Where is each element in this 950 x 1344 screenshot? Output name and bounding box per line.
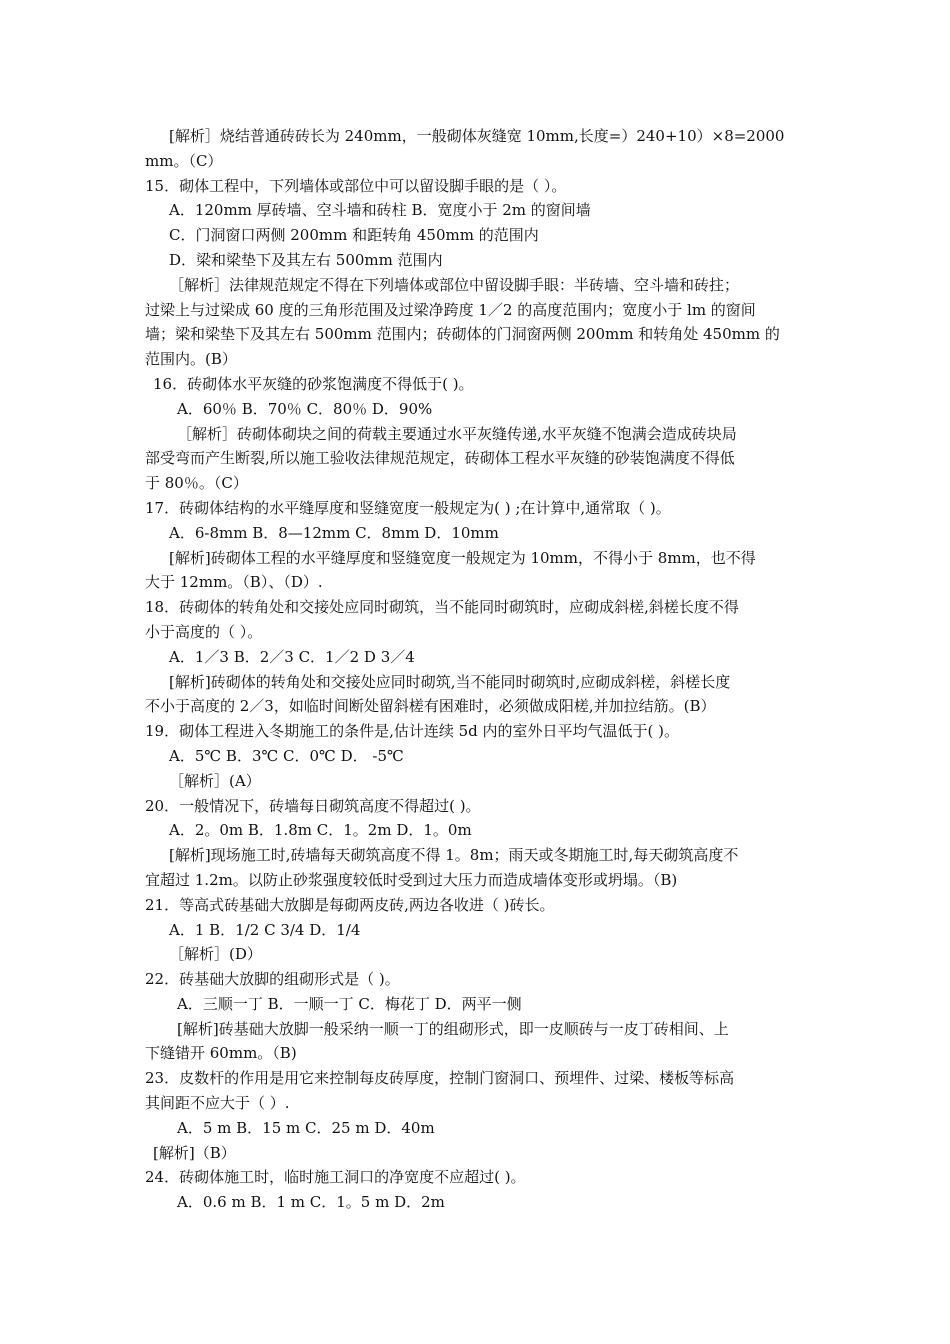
option-line: A．2。0m B．1.8m C．1。2m D．1。0m bbox=[169, 821, 472, 840]
analysis-line: ［解析］(A） bbox=[169, 771, 261, 790]
option-line: C．门洞窗口两侧 200mm 和距转角 450mm 的范围内 bbox=[169, 226, 539, 245]
analysis-line: 于 80％。（C） bbox=[145, 474, 248, 493]
option-line: A．1 B．1/2 C 3/4 D．1/4 bbox=[169, 920, 361, 939]
question-line: 16．砖砌体水平灰缝的砂浆饱满度不得低于( )。 bbox=[153, 374, 474, 393]
question-line: 19．砌体工程进入冬期施工的条件是,估计连续 5d 内的室外日平均气温低于( )。 bbox=[145, 722, 680, 741]
option-line: A．1／3 B．2／3 C．1／2 D 3／4 bbox=[169, 647, 415, 666]
analysis-line: ［解析］法律规范规定不得在下列墙体或部位中留设脚手眼：半砖墙、空斗墙和砖拄； bbox=[169, 275, 740, 294]
analysis-line: 大于 12mm。（B）、（D）. bbox=[145, 573, 323, 592]
option-line: A．120mm 厚砖墙、空斗墙和砖柱 B．宽度小于 2m 的窗间墙 bbox=[169, 201, 591, 220]
question-line: 其间距不应大于（ ）. bbox=[145, 1094, 290, 1113]
question-line: 20．一般情况下，砖墙每日砌筑高度不得超过( )。 bbox=[145, 796, 481, 815]
option-line: A．0.6 m B．1 m C．1。5 m D．2m bbox=[177, 1193, 445, 1212]
analysis-line: ［解析］砖砌体砌块之间的荷载主要通过水平灰缝传递,水平灰缝不饱满会造成砖块局 bbox=[177, 424, 737, 443]
question-line: 15．砌体工程中，下列墙体或部位中可以留设脚手眼的是（ ）。 bbox=[145, 176, 567, 195]
option-line: A．6-8mm B．8—12mm C．8mm D．10mm bbox=[169, 523, 499, 542]
analysis-line: [解析]现场施工时,砖墙每天砌筑高度不得 1。8m；雨天或冬期施工时,每天砌筑高度不 bbox=[169, 846, 739, 865]
analysis-line: 部受弯而产生断裂,所以施工验收法律规范规定，砖砌体工程水平灰缝的砂装饱满度不得低 bbox=[145, 449, 735, 468]
question-line: 小于高度的（ ）。 bbox=[145, 622, 263, 641]
text-line: [解析］烧结普通砖砖长为 240mm，一般砌体灰缝宽 10mm,长度=）240+10）×8=2000 bbox=[169, 127, 785, 145]
option-line: A．三顺一丁 B．一顺一丁 C．梅花丁 D．两平一侧 bbox=[177, 994, 522, 1013]
analysis-line: 不小于高度的 2／3，如临时间断处留斜槎有困难时，必须做成阳槎,并加拉结筋。(B） bbox=[145, 697, 716, 716]
analysis-line: 过梁上与过梁成 60 度的三角形范围及过梁净跨度 1／2 的高度范围内；宽度小于 lm 的窗间 bbox=[145, 300, 756, 319]
analysis-line: [解析]砖基础大放脚一般采纳一顺一丁的组砌形式，即一皮顺砖与一皮丁砖相间、上 bbox=[177, 1019, 729, 1038]
analysis-line: [解析]砖砌体的转角处和交接处应同时砌筑,当不能同时砌筑时,应砌成斜槎，斜槎长度 bbox=[169, 672, 731, 691]
analysis-line: 墙；梁和梁垫下及其左右 500mm 范围内；砖砌体的门洞窗两侧 200mm 和转角处 450mm 的 bbox=[145, 325, 780, 344]
analysis-line: [解析]（B） bbox=[153, 1143, 236, 1162]
question-line: 22．砖基础大放脚的组砌形式是（ )。 bbox=[145, 970, 400, 989]
analysis-line: [解析]砖砌体工程的水平缝厚度和竖缝宽度一般规定为 10mm，不得小于 8mm，也不得 bbox=[169, 548, 756, 567]
question-line: 23．皮数杆的作用是用它来控制每皮砖厚度，控制门窗洞口、预埋件、过梁、楼板等标高 bbox=[145, 1069, 735, 1088]
option-line: A．5℃ B．3℃ C．0℃ D． -5℃ bbox=[169, 746, 404, 765]
question-line: 21．等高式砖基础大放脚是每砌两皮砖,两边各收进（ )砖长。 bbox=[145, 895, 555, 914]
analysis-line: ［解析］(D） bbox=[169, 945, 262, 964]
question-line: 17．砖砌体结构的水平缝厚度和竖缝宽度一般规定为( ) ;在计算中,通常取（ )。 bbox=[145, 498, 671, 517]
text-line: mm。（C） bbox=[145, 151, 223, 170]
question-line: 18．砖砌体的转角处和交接处应同时砌筑，当不能同时砌筑时，应砌成斜槎,斜槎长度不得 bbox=[145, 598, 739, 617]
question-line: 24．砖砌体施工时，临时施工洞口的净宽度不应超过( )。 bbox=[145, 1168, 526, 1187]
analysis-line: 宜超过 1.2m。以防止砂浆强度较低时受到过大压力而造成墙体变形或坍塌。（B) bbox=[145, 870, 678, 889]
document-body bbox=[145, 124, 809, 1215]
option-line: A．5 m B．15 m C．25 m D．40m bbox=[177, 1118, 435, 1137]
analysis-line: 下缝错开 60mm。（B) bbox=[145, 1044, 297, 1063]
option-line: D．梁和梁垫下及其左右 500mm 范围内 bbox=[169, 250, 443, 269]
option-line: A．60％ B．70％ C．80％ D．90% bbox=[177, 399, 433, 418]
analysis-line: 范围内。(B） bbox=[145, 350, 237, 369]
